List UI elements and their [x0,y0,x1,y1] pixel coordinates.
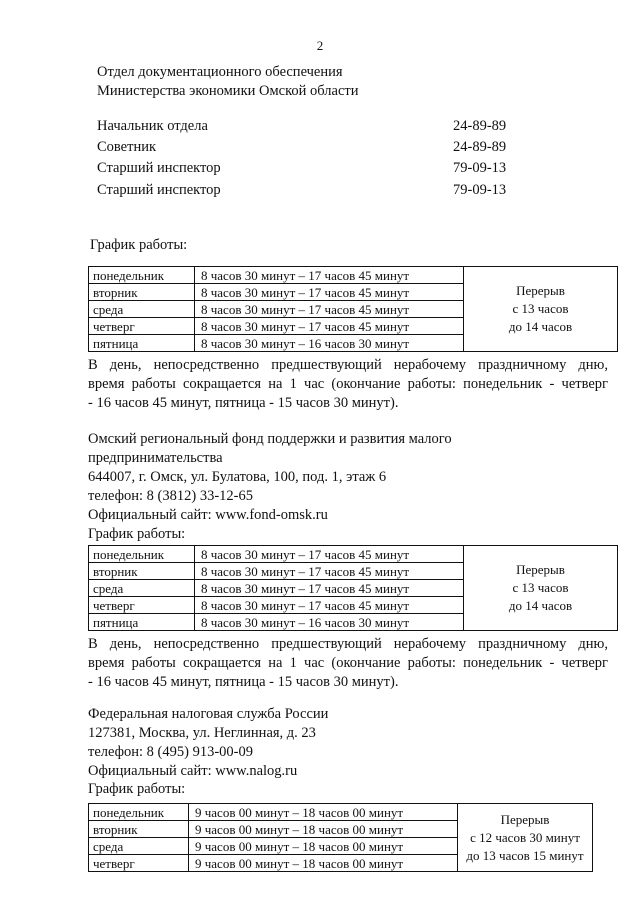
day-cell: вторник [89,821,189,838]
note-line: - 16 часов 45 минут, пятница - 15 часов 30 минут). [88,395,399,411]
contact-row [97,117,517,136]
page-number: 2 [316,38,324,53]
day-cell: среда [89,580,195,597]
break-line: Перерыв [500,811,550,827]
hours-cell: 8 часов 30 минут – 16 часов 30 минут [195,335,464,352]
contact-phone: 24-89-89 [453,139,507,155]
hours-cell: 9 часов 00 минут – 18 часов 00 минут [189,821,458,838]
hours-cell: 8 часов 30 минут – 17 часов 45 минут [195,580,464,597]
break-line: Перерыв [516,562,565,577]
note-line: В день, непосредственно предшествующий нерабочему праздничному дню, [88,636,608,652]
hours-cell: 8 часов 30 минут – 17 часов 45 минут [195,597,464,614]
section2-title-line1: Омский региональный фонд поддержки и развития малого [88,431,452,447]
break-line: до 13 часов 15 минут [466,847,584,863]
hours-cell: 8 часов 30 минут – 16 часов 30 минут [195,614,464,631]
section2-phone: телефон: 8 (3812) 33-12-65 [88,488,253,504]
day-cell: вторник [89,284,195,301]
break-line: до 14 часов [508,598,573,613]
day-cell: среда [89,301,195,318]
note-line: В день, непосредственно предшествующий нерабочему праздничному дню, [88,357,608,373]
day-cell: четверг [89,855,189,872]
note-line: время работы сокращается на 1 час (окончание работы: понедельник - четверг [88,376,608,392]
contact-phone: 24-89-89 [453,118,507,134]
section3-address: 127381, Москва, ул. Неглинная, д. 23 [88,725,316,741]
contact-phone: 79-09-13 [453,182,507,198]
break-line: до 14 часов [508,319,573,334]
contact-row [97,181,517,200]
schedule-table [88,266,618,352]
schedule-label: График работы: [88,526,186,542]
contact-role: Начальник отдела [97,118,208,134]
day-cell: пятница [89,614,195,631]
note-line: - 16 часов 45 минут, пятница - 15 часов 30 минут). [88,674,399,690]
schedule-label: График работы: [88,781,186,797]
section2-title-line2: предпринимательства [88,450,223,466]
section1-title-line2: Министерства экономики Омской области [97,83,359,99]
contact-phone: 79-09-13 [453,160,507,176]
break-cell [464,546,618,631]
day-cell: среда [89,838,189,855]
hours-cell: 8 часов 30 минут – 17 часов 45 минут [195,546,464,563]
section3-title: Федеральная налоговая служба России [88,706,329,722]
break-cell [458,804,593,872]
contact-role: Старший инспектор [97,182,221,198]
day-cell: пятница [89,335,195,352]
table-row [89,267,618,284]
break-line: Перерыв [516,283,565,298]
contact-role: Советник [97,139,157,155]
section3-site: Официальный сайт: www.nalog.ru [88,763,298,779]
day-cell: вторник [89,563,195,580]
hours-cell: 8 часов 30 минут – 17 часов 45 минут [195,301,464,318]
hours-cell: 9 часов 00 минут – 18 часов 00 минут [189,838,458,855]
contact-row [97,159,517,178]
hours-cell: 9 часов 00 минут – 18 часов 00 минут [189,804,458,821]
section3-phone: телефон: 8 (495) 913-00-09 [88,744,253,760]
schedule-table [88,803,593,872]
day-cell: понедельник [89,267,195,284]
table-row [89,804,593,821]
hours-cell: 8 часов 30 минут – 17 часов 45 минут [195,318,464,335]
day-cell: понедельник [89,804,189,821]
break-line: с 12 часов 30 минут [470,829,580,845]
break-cell [464,267,618,352]
hours-cell: 9 часов 00 минут – 18 часов 00 минут [189,855,458,872]
section1-title-line1: Отдел документационного обеспечения [97,64,343,80]
day-cell: понедельник [89,546,195,563]
contact-role: Старший инспектор [97,160,221,176]
schedule-table [88,545,618,631]
hours-cell: 8 часов 30 минут – 17 часов 45 минут [195,267,464,284]
hours-cell: 8 часов 30 минут – 17 часов 45 минут [195,284,464,301]
day-cell: четверг [89,318,195,335]
schedule-label: График работы: [90,237,188,253]
note-line: время работы сокращается на 1 час (окончание работы: понедельник - четверг [88,655,608,671]
break-line: с 13 часов [512,301,569,316]
contact-row [97,138,517,157]
break-line: с 13 часов [512,580,569,595]
hours-cell: 8 часов 30 минут – 17 часов 45 минут [195,563,464,580]
section2-address: 644007, г. Омск, ул. Булатова, 100, под. 1, этаж 6 [88,469,387,485]
section2-site: Официальный сайт: www.fond-omsk.ru [88,507,328,523]
table-row [89,546,618,563]
day-cell: четверг [89,597,195,614]
